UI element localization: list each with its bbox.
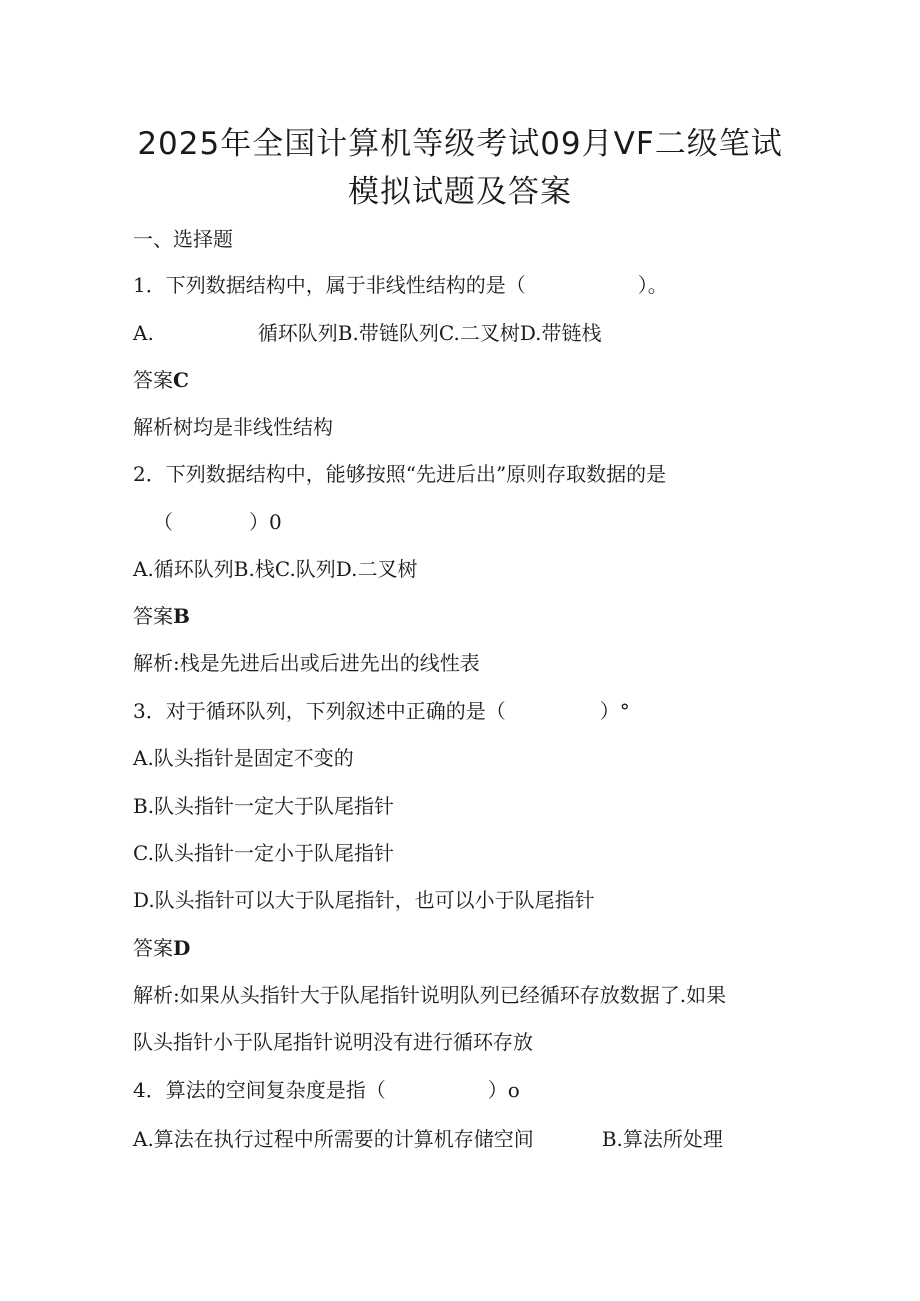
page-title: 2025年全国计算机等级考试09月VF二级笔试 <box>137 126 783 162</box>
question-1-option-a: A. <box>133 321 154 345</box>
page-subtitle: 模拟试题及答案 <box>348 174 572 210</box>
question-2-answer <box>133 603 190 629</box>
question-1-analysis: 解析树均是非线性结构 <box>133 415 333 439</box>
question-3-option-a: A.队头指针是固定不变的 <box>133 746 354 770</box>
question-3-answer <box>133 935 190 961</box>
question-1-stem-end: ）。 <box>637 273 668 297</box>
answer-value: D <box>173 936 191 960</box>
question-3-stem-text: 3．对于循环队列，下列叙述中正确的是（ <box>133 699 506 723</box>
question-3-option-b: B.队头指针一定大于队尾指针 <box>133 794 395 818</box>
question-2-options: A.循环队列B.栈C.队列D.二叉树 <box>133 557 418 581</box>
question-4-options <box>133 1126 723 1152</box>
answer-label: 答案 <box>133 368 173 392</box>
question-4-option-b: B.算法所处理 <box>601 1127 723 1151</box>
answer-value: C <box>173 368 189 392</box>
question-1-options-rest: 循环队列B.带链队列C.二叉树D.带链栈 <box>257 321 602 345</box>
question-3-stem <box>133 698 630 724</box>
question-1-options <box>133 320 602 346</box>
question-2-paren-close: ）0 <box>249 510 282 534</box>
question-4-option-a: A.算法在执行过程中所需要的计算机存储空间 <box>133 1127 534 1151</box>
answer-label: 答案 <box>133 936 173 960</box>
section-heading: 一、选择题 <box>133 227 233 251</box>
question-3-stem-end: ）° <box>599 699 630 723</box>
question-4-stem-end: ）o <box>487 1078 520 1102</box>
question-2-analysis: 解析:栈是先进后出或后进先出的线性表 <box>133 651 480 675</box>
question-4-stem <box>133 1077 520 1103</box>
question-3-option-d: D.队头指针可以大于队尾指针，也可以小于队尾指针 <box>133 888 595 912</box>
question-3-option-c: C.队头指针一定小于队尾指针 <box>133 841 394 865</box>
answer-value: B <box>173 604 190 628</box>
question-1-answer <box>133 367 189 393</box>
question-2-stem: 2．下列数据结构中，能够按照“先进后出”原则存取数据的是 <box>133 462 667 486</box>
question-1-stem-text: 1．下列数据结构中，属于非线性结构的是（ <box>133 273 526 297</box>
question-2-paren-open: （ <box>153 510 173 534</box>
question-3-analysis-line-1: 解析:如果从头指针大于队尾指针说明队列已经循环存放数据了.如果 <box>133 983 727 1007</box>
question-4-stem-text: 4．算法的空间复杂度是指（ <box>133 1078 386 1102</box>
question-3-analysis-line-2: 队头指针小于队尾指针说明没有进行循环存放 <box>133 1030 533 1054</box>
question-1-stem <box>133 272 668 298</box>
question-2-paren <box>153 509 282 535</box>
answer-label: 答案 <box>133 604 173 628</box>
